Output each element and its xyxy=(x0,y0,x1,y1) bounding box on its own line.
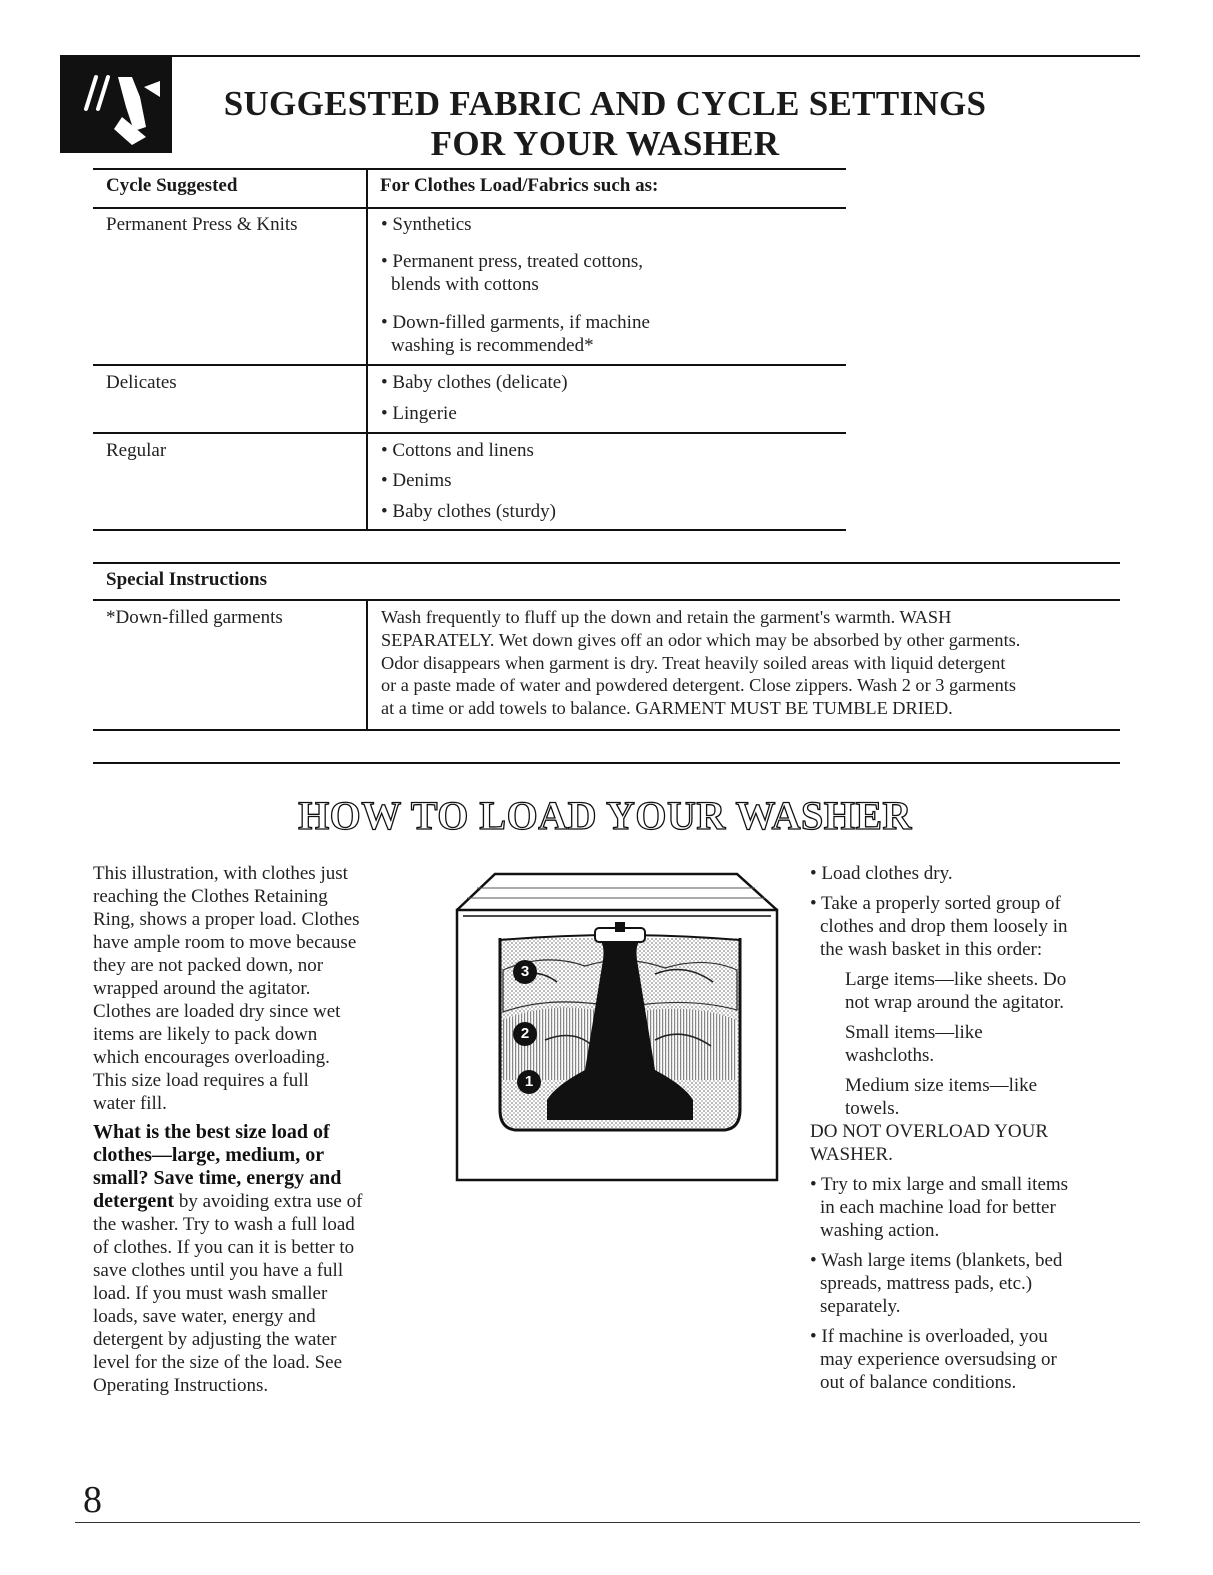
fabric-item: • Synthetics xyxy=(381,214,472,235)
cycle-delicates: Delicates xyxy=(106,372,177,393)
special-top-rule xyxy=(93,562,1120,564)
fabric-item: • Denims xyxy=(381,470,452,491)
bottom-rule xyxy=(75,1522,1140,1523)
text-line: save clothes until you have a full xyxy=(93,1260,344,1281)
special-column-divider xyxy=(366,601,368,729)
text-line: Clothes are loaded dry since wet xyxy=(93,1001,341,1022)
table-bottom-rule xyxy=(93,529,846,531)
caution-icon xyxy=(60,57,172,153)
text-line: in each machine load for better xyxy=(820,1197,1056,1218)
special-header-rule xyxy=(93,599,1120,601)
text-line: Operating Instructions. xyxy=(93,1375,269,1396)
text-line: • If machine is overloaded, you xyxy=(810,1326,1048,1347)
text-line: separately. xyxy=(820,1296,901,1317)
col1-header: Cycle Suggested xyxy=(106,175,238,196)
bold-word: detergent xyxy=(93,1190,175,1212)
text-line: level for the size of the load. See xyxy=(93,1352,343,1373)
load-right-column xyxy=(810,862,1130,1394)
row-rule xyxy=(93,364,846,366)
text-line: Large items—like sheets. Do xyxy=(845,969,1067,990)
text-line: not wrap around the agitator. xyxy=(845,992,1064,1013)
text-line: This size load requires a full xyxy=(93,1070,309,1091)
fabric-item: • Lingerie xyxy=(381,403,457,424)
text-line: Medium size items—like xyxy=(845,1075,1038,1096)
text-line: DO NOT OVERLOAD YOUR xyxy=(810,1121,1049,1142)
special-header: Special Instructions xyxy=(106,569,267,590)
text-line: clothes and drop them loosely in xyxy=(820,916,1068,937)
text-line: have ample room to move because xyxy=(93,932,357,953)
special-line: or a paste made of water and powdered detergent. Close zippers. Wash 2 or 3 garments xyxy=(381,675,1016,696)
text-line: wrapped around the agitator. xyxy=(93,978,311,999)
special-bottom-rule xyxy=(93,729,1120,731)
bold-line: What is the best size load of xyxy=(93,1121,330,1143)
special-line: at a time or add towels to balance. GARMENT MUST BE TUMBLE DRIED. xyxy=(381,698,953,719)
table-column-divider xyxy=(366,170,368,530)
fabric-item: blends with cottons xyxy=(391,274,539,295)
load-marker-2: 2 xyxy=(513,1022,537,1046)
special-line: Wash frequently to fluff up the down and retain the garment's warmth. WASH xyxy=(381,607,952,627)
text-line: spreads, mattress pads, etc.) xyxy=(820,1273,1033,1294)
special-label: *Down-filled garments xyxy=(106,607,283,628)
text-line: • Load clothes dry. xyxy=(810,863,953,884)
fabric-item: • Cottons and linens xyxy=(381,440,534,461)
load-title: HOW TO LOAD YOUR WASHER xyxy=(298,793,912,838)
text-line: which encourages overloading. xyxy=(93,1047,330,1068)
text-line: items are likely to pack down xyxy=(93,1024,318,1045)
text-line: the washer. Try to wash a full load xyxy=(93,1214,355,1235)
page-number: 8 xyxy=(83,1479,102,1521)
text-line: • Try to mix large and small items xyxy=(810,1174,1069,1195)
fabric-item: • Down-filled garments, if machine xyxy=(381,312,650,333)
text-line: washcloths. xyxy=(845,1045,935,1066)
washer-illustration xyxy=(455,870,780,1182)
fabric-item: • Baby clothes (sturdy) xyxy=(381,501,556,522)
text-line: Ring, shows a proper load. Clothes xyxy=(93,909,360,930)
text-line: washing action. xyxy=(820,1220,940,1241)
text-line: Small items—like xyxy=(845,1022,983,1043)
text-line: • Take a properly sorted group of xyxy=(810,893,1061,914)
text-line: • Wash large items (blankets, bed xyxy=(810,1250,1063,1271)
cycle-regular: Regular xyxy=(106,440,167,461)
fabric-item: • Permanent press, treated cottons, xyxy=(381,251,644,272)
page-title-line2: FOR YOUR WASHER xyxy=(430,124,780,163)
cycle-permanent-press: Permanent Press & Knits xyxy=(106,214,298,235)
text-line: of clothes. If you can it is better to xyxy=(93,1237,355,1258)
fabric-item: washing is recommended* xyxy=(391,335,594,356)
special-line: Odor disappears when garment is dry. Treat heavily soiled areas with liquid detergent xyxy=(381,652,1006,673)
page-title-line1: SUGGESTED FABRIC AND CYCLE SETTINGS xyxy=(223,84,987,123)
text-line: the wash basket in this order: xyxy=(820,939,1043,960)
text-line: loads, save water, energy and xyxy=(93,1306,316,1327)
special-line: SEPARATELY. Wet down gives off an odor which may be absorbed by other garments. xyxy=(381,629,1021,650)
special-text xyxy=(381,606,1121,720)
text-line: out of balance conditions. xyxy=(820,1372,1017,1393)
bold-line: clothes—large, medium, or xyxy=(93,1144,325,1166)
text-line: they are not packed down, nor xyxy=(93,955,324,976)
top-rule xyxy=(60,55,1140,57)
load-marker-1: 1 xyxy=(517,1070,541,1094)
bold-line: small? Save time, energy and xyxy=(93,1167,342,1189)
text-line: load. If you must wash smaller xyxy=(93,1283,328,1304)
load-left-column xyxy=(93,862,423,1397)
text-line: may experience oversudsing or xyxy=(820,1349,1057,1370)
load-marker-3: 3 xyxy=(513,960,537,984)
text-line: towels. xyxy=(845,1098,900,1119)
table-top-rule xyxy=(93,168,846,170)
col2-header: For Clothes Load/Fabrics such as: xyxy=(380,175,659,196)
table-header-rule xyxy=(93,207,846,209)
text-line: This illustration, with clothes just xyxy=(93,863,348,884)
load-section-rule xyxy=(93,762,1120,764)
row-rule xyxy=(93,432,846,434)
text-line: WASHER. xyxy=(810,1144,893,1165)
text-line: by avoiding extra use of xyxy=(174,1191,363,1212)
fabric-item: • Baby clothes (delicate) xyxy=(381,372,568,393)
text-line: detergent by adjusting the water xyxy=(93,1329,337,1350)
text-line: reaching the Clothes Retaining xyxy=(93,886,328,907)
text-line: water fill. xyxy=(93,1093,167,1114)
